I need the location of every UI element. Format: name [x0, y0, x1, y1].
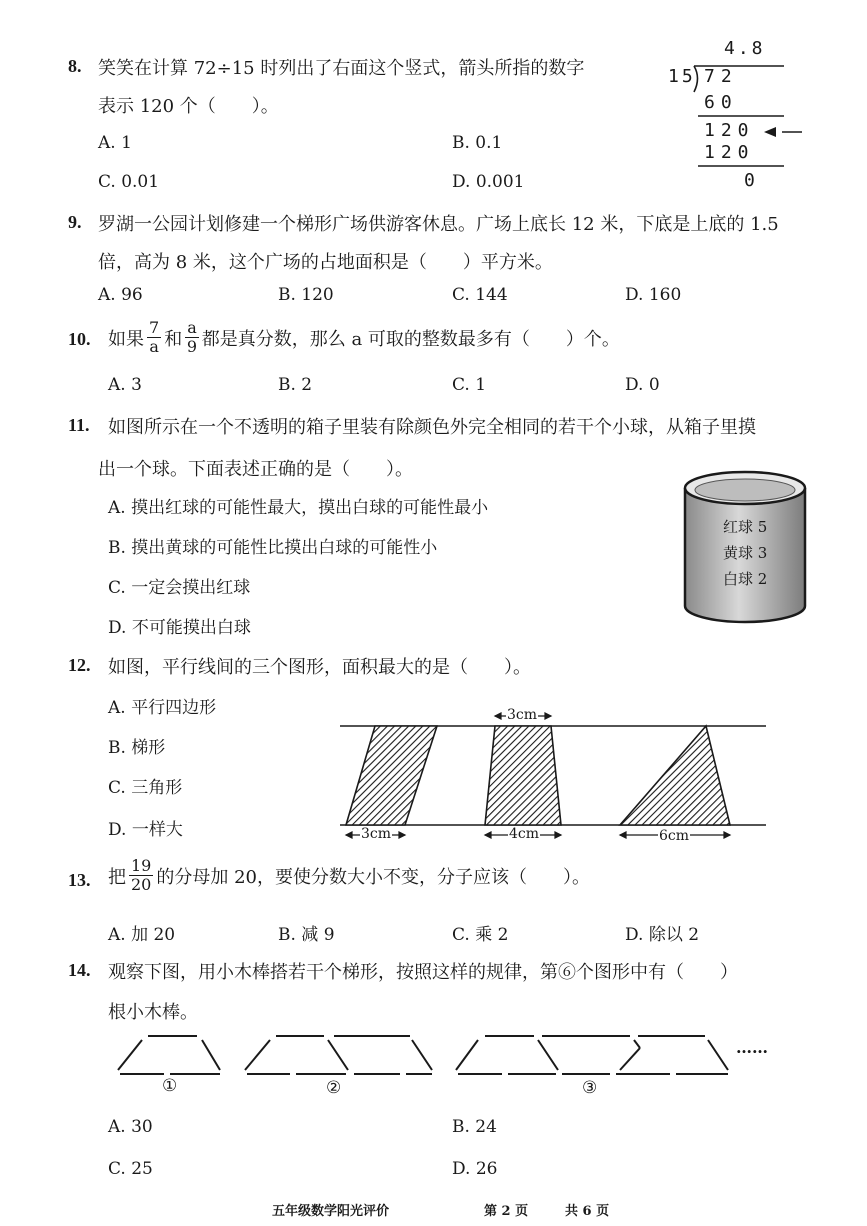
- fig-label-3: ③: [582, 1078, 598, 1098]
- q14-option-a: A. 30: [108, 1117, 153, 1137]
- division-step3: 120: [704, 142, 755, 163]
- q13-option-a: A. 加 20: [108, 925, 176, 945]
- ball-box-figure: [680, 468, 810, 628]
- division-remainder: 0: [744, 170, 755, 191]
- q10-fraction-2: $\frac{a}{9}$: [186, 318, 198, 356]
- q8-text-line1: 笑笑在计算 72÷15 时列出了右面这个竖式，箭头所指的数字: [98, 58, 585, 79]
- q8-option-d: D. 0.001: [452, 172, 525, 192]
- q10-option-d: D. 0: [625, 375, 660, 395]
- q14-option-c: C. 25: [108, 1159, 153, 1179]
- q12-text: 如图，平行线间的三个图形，面积最大的是（ ）。: [108, 657, 531, 678]
- q12-option-d: D. 一样大: [108, 820, 183, 840]
- q8-option-a: A. 1: [98, 133, 132, 153]
- fig-label-1: ①: [162, 1076, 178, 1096]
- q14-option-d: D. 26: [452, 1159, 498, 1179]
- q12-number: 12.: [68, 655, 91, 675]
- division-step2: 120: [704, 120, 755, 141]
- box-label-white: 白球 2: [723, 570, 768, 588]
- q11-number: 11.: [68, 415, 90, 435]
- q8-number: 8.: [68, 56, 82, 76]
- q10-option-b: B. 2: [278, 375, 313, 395]
- q9-number: 9.: [68, 212, 82, 232]
- division-divisor: 15: [668, 66, 696, 87]
- q13-option-c: C. 乘 2: [452, 925, 509, 945]
- q10-option-a: A. 3: [108, 375, 142, 395]
- q9-option-d: D. 160: [625, 285, 682, 305]
- q13-fraction: $\frac{19}{20}$: [131, 856, 152, 894]
- q13-prefix: 把: [108, 866, 126, 888]
- q14-text-line2: 根小木棒。: [108, 1002, 198, 1023]
- q9-option-b: B. 120: [278, 285, 334, 305]
- q14-text-line1: 观察下图，用小木棒搭若干个梯形，按照这样的规律，第⑥个图形中有（ ）: [108, 962, 738, 983]
- q13-text: [108, 858, 590, 893]
- division-quotient: 4.8: [724, 38, 766, 59]
- label-para-3cm: 3cm: [361, 826, 392, 842]
- parallelogram-shape: [346, 726, 437, 825]
- q12-option-a: A. 平行四边形: [108, 698, 217, 718]
- q11-text-line1: 如图所示在一个不透明的箱子里装有除颜色外完全相同的若干个小球，从箱子里摸: [108, 417, 756, 438]
- division-dividend: 72: [704, 66, 738, 87]
- box-label-red: 红球 5: [723, 518, 768, 536]
- q8-option-b: B. 0.1: [452, 133, 503, 153]
- box-label-yellow: 黄球 3: [723, 544, 768, 562]
- q9-option-c: C. 144: [452, 285, 508, 305]
- q10-and: 和: [164, 328, 183, 350]
- q10-option-c: C. 1: [452, 375, 487, 395]
- division-step1: 60: [704, 92, 738, 113]
- q9-text-line2: 倍，高为 8 米，这个广场的占地面积是（ ）平方米。: [98, 252, 553, 273]
- long-division: [664, 36, 804, 196]
- triangle-shape: [620, 726, 730, 825]
- q8-text-line2: 表示 120 个（ ）。: [98, 96, 279, 117]
- q14-number: 14.: [68, 960, 91, 980]
- q8-option-c: C. 0.01: [98, 172, 160, 192]
- q9-option-a: A. 96: [98, 285, 143, 305]
- q12-option-b: B. 梯形: [108, 738, 166, 758]
- q10-prefix: 如果: [108, 328, 144, 350]
- q11-option-d: D. 不可能摸出白球: [108, 618, 251, 638]
- q9-text-line1: 罗湖一公园计划修建一个梯形广场供游客休息。广场上底长 12 米，下底是上底的 1.5: [98, 214, 779, 235]
- q10-number: 10.: [68, 329, 91, 349]
- q11-option-c: C. 一定会摸出红球: [108, 578, 251, 598]
- fig-label-2: ②: [326, 1078, 342, 1098]
- q13-option-d: D. 除以 2: [625, 925, 700, 945]
- footer-total: 共 6 页: [565, 1204, 610, 1219]
- footer-title: 五年级数学阳光评价: [272, 1204, 390, 1219]
- label-top-3cm: 3cm: [507, 707, 538, 723]
- q11-text-line2: 出一个球。下面表述正确的是（ ）。: [98, 459, 413, 480]
- q11-option-b: B. 摸出黄球的可能性比摸出白球的可能性小: [108, 538, 438, 558]
- label-tri-6cm: 6cm: [659, 828, 690, 844]
- trapezoid-sticks-figure: [110, 1024, 790, 1106]
- q11-option-a: A. 摸出红球的可能性最大，摸出白球的可能性最小: [108, 498, 489, 518]
- q12-option-c: C. 三角形: [108, 778, 183, 798]
- q14-option-b: B. 24: [452, 1117, 497, 1137]
- parallel-lines-figure: [338, 704, 768, 849]
- q10-text: [108, 320, 620, 355]
- q13-number: 13.: [68, 870, 91, 890]
- q13-suffix: 的分母加 20，要使分数大小不变，分子应该（ ）。: [156, 866, 590, 888]
- q13-option-b: B. 减 9: [278, 925, 335, 945]
- q10-suffix: 都是真分数，那么 a 可取的整数最多有（ ）个。: [201, 328, 620, 350]
- label-trap-4cm: 4cm: [509, 826, 540, 842]
- trapezoid-shape: [485, 726, 561, 825]
- arrow-head: [764, 127, 776, 137]
- footer-page: 第 2 页: [484, 1204, 529, 1219]
- q10-fraction-1: $\frac{7}{a}$: [149, 318, 160, 356]
- ellipsis: ……: [736, 1038, 768, 1057]
